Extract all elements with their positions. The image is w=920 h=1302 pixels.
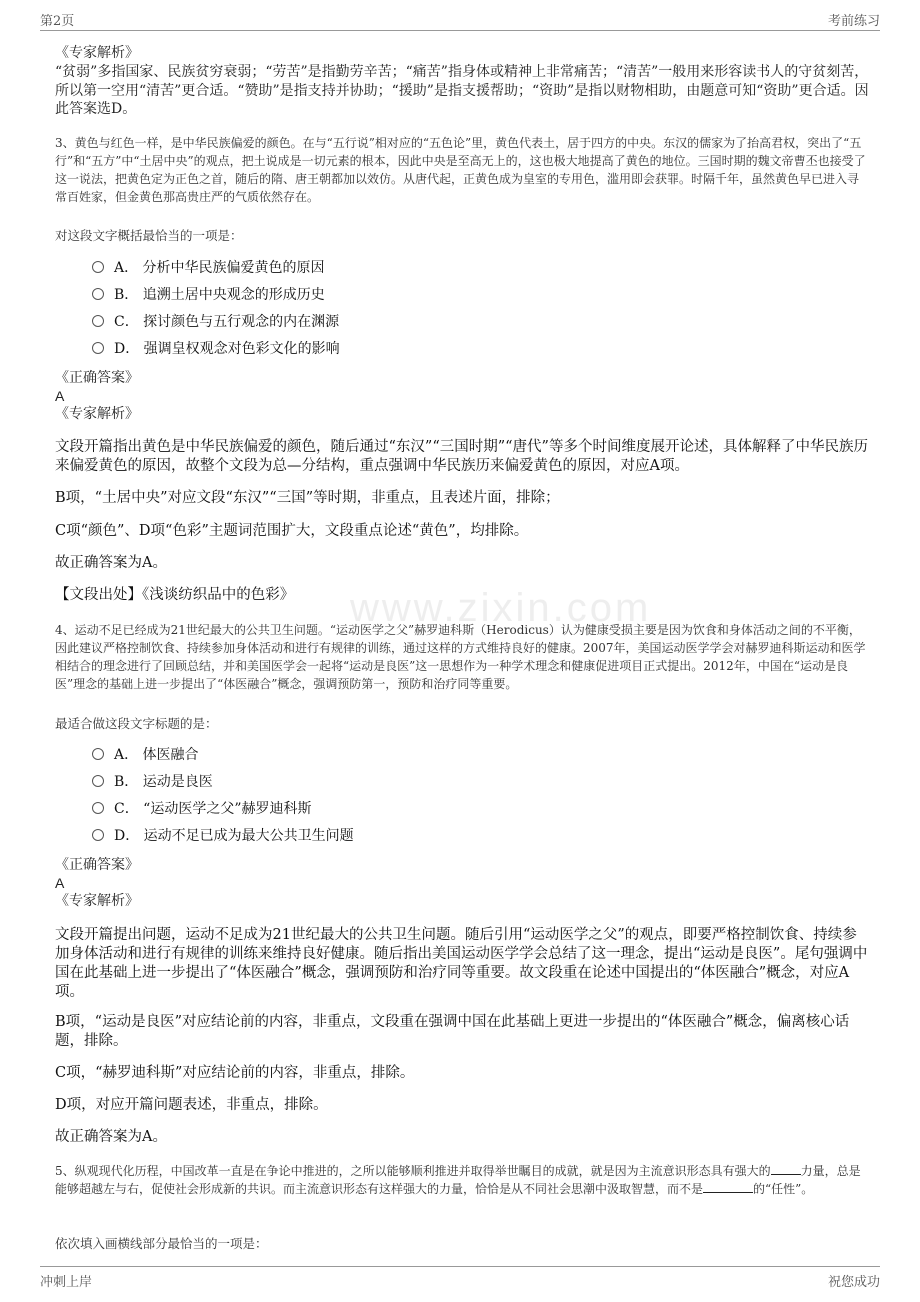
q3-analysis-label: 《专家解析》 [55, 406, 139, 422]
q3-analysis-p3: C项“颜色”、D项“色彩”主题词范围扩大，文段重点论述“黄色”，均排除。 [55, 523, 529, 539]
radio-icon[interactable] [92, 288, 104, 300]
radio-icon[interactable] [92, 802, 104, 814]
q4-option-a[interactable]: A． 体医融合 [92, 745, 199, 765]
q4-analysis-label: 《专家解析》 [55, 893, 139, 909]
q3-option-a[interactable]: A． 分析中华民族偏爱黄色的原因 [92, 258, 325, 278]
footer-left-text: 冲刺上岸 [40, 1275, 93, 1290]
q4-analysis-p5: 故正确答案为A。 [55, 1129, 167, 1145]
q4-answer: A [55, 875, 65, 891]
radio-icon[interactable] [92, 748, 104, 760]
header-divider [40, 30, 880, 31]
footer-divider [40, 1266, 880, 1267]
page-number: 第2页 [40, 14, 75, 29]
radio-icon[interactable] [92, 775, 104, 787]
radio-icon[interactable] [92, 315, 104, 327]
q2-analysis-label: 《专家解析》 [55, 45, 139, 61]
q2-analysis-text: “贫弱”多指国家、民族贫穷衰弱；“劳苦”是指勤劳辛苦；“痛苦”指身体或精神上非常痛苦；“清苦”一般用来形容读书人的守贫刻苦，所以第一空用“清苦”更合适。“赞助”是指支持并协助；“援助”是指支援帮助；“资助”是指以财物相助，由题意可知“资助”更合适。因此答案选D。 [55, 64, 869, 117]
radio-icon[interactable] [92, 261, 104, 273]
q3-stem: 3、黄色与红色一样，是中华民族偏爱的颜色。在与“五行说”相对应的“五色论”里，黄色代表土，居于四方的中央。东汉的儒家为了抬高君权，突出了“五行”和“五方”中“土居中央”的观点，把土说成是一切元素的根本，因此中央是至高无上的，这也极大地提高了黄色的地位。三国时期的魏文帝曹丕也接受了这一说法，把黄色定为正色之首，随后的隋、唐王朝都加以效仿。从唐代起，正黄色成为皇室的专用色，滥用即会获罪。时隔千年，虽然黄色早已进入寻常百姓家，但金黄色那高贵庄严的气质依然存在。 [55, 136, 866, 204]
q3-analysis-p4: 故正确答案为A。 [55, 555, 167, 571]
q4-analysis-p3: C项，“赫罗迪科斯”对应结论前的内容，非重点，排除。 [55, 1065, 415, 1081]
q4-answer-label: 《正确答案》 [55, 857, 139, 873]
q3-analysis-p2: B项，“土居中央”对应文段“东汉”“三国”等时期，非重点，且表述片面，排除； [55, 490, 560, 506]
watermark: www.zixin.com [350, 586, 652, 630]
q5-prompt: 依次填入画横线部分最恰当的一项是： [55, 1236, 268, 1251]
blank-2[interactable] [703, 1192, 753, 1193]
radio-icon[interactable] [92, 342, 104, 354]
q4-option-b[interactable]: B． 运动是良医 [92, 772, 213, 792]
q3-answer: A [55, 388, 65, 404]
q4-prompt: 最适合做这段文字标题的是： [55, 716, 218, 731]
radio-icon[interactable] [92, 829, 104, 841]
q5-stem: 5、纵观现代化历程，中国改革一直是在争论中推进的，之所以能够顺利推进并取得举世瞩目的成就，就是因为主流意识形态具有强大的 力量，总是能够超越左与右，促使社会形成新的共识。而主流意识形态有这样强大的力量，恰恰是从不同社会思潮中汲取智慧，而不是 的“任性”。 [55, 1164, 861, 1196]
q4-option-c[interactable]: C． “运动医学之父”赫罗迪科斯 [92, 799, 311, 819]
q4-stem: 4、运动不足已经成为21世纪最大的公共卫生问题。“运动医学之父”赫罗迪科斯（Herodicus）认为健康受损主要是因为饮食和身体活动之间的不平衡，因此建议严格控制饮食、持续参加身体活动和进行有规律的训练，通过这样的方式维持良好的健康。2007年，美国运动医学学会对赫罗迪科斯运动和医学相结合的理念进行了回顾总结，并和美国医学会一起将“运动是良医”这一思想作为一种学术理念和健康促进项目正式提出。2012年，中国在“运动是良医”理念的基础上进一步提出了“体医融合”概念，强调预防第一，预防和治疗同等重要。 [55, 623, 866, 691]
q3-analysis-p1: 文段开篇指出黄色是中华民族偏爱的颜色，随后通过“东汉”“三国时期”“唐代”等多个时间维度展开论述，具体解释了中华民族历来偏爱黄色的原因，故整个文段为总—分结构，重点强调中华民族历来偏爱黄色的原因，对应A项。 [55, 439, 868, 474]
blank-1[interactable] [771, 1174, 801, 1175]
q3-answer-label: 《正确答案》 [55, 370, 139, 386]
q4-analysis-p4: D项，对应开篇问题表述，非重点，排除。 [55, 1097, 328, 1113]
q4-analysis-p2: B项，“运动是良医”对应结论前的内容，非重点，文段重在强调中国在此基础上更进一步提出的“体医融合”概念，偏离核心话题，排除。 [55, 1014, 850, 1049]
q3-option-c[interactable]: C． 探讨颜色与五行观念的内在渊源 [92, 312, 339, 332]
page-footer [40, 1271, 880, 1291]
q3-option-b[interactable]: B． 追溯土居中央观念的形成历史 [92, 285, 325, 305]
q4-option-d[interactable]: D． 运动不足已成为最大公共卫生问题 [92, 826, 354, 846]
q3-option-d[interactable]: D． 强调皇权观念对色彩文化的影响 [92, 339, 340, 359]
q3-source: 【文段出处】《浅谈纺织品中的色彩》 [55, 587, 295, 603]
q3-prompt: 对这段文字概括最恰当的一项是： [55, 228, 243, 243]
header-title: 考前练习 [827, 14, 880, 29]
q4-analysis-p1: 文段开篇提出问题，运动不足成为21世纪最大的公共卫生问题。随后引用“运动医学之父”的观点，即要严格控制饮食、持续参加身体活动和进行有规律的训练来维持良好健康。随后指出美国运动医学学会总结了这一理念，提出“运动是良医”。尾句强调中国在此基础上进一步提出了“体医融合”概念，强调预防和治疗同等重要。故文段重在论述中国提出的“体医融合”概念，对应A项。 [55, 927, 868, 1000]
footer-right-text: 祝您成功 [827, 1275, 880, 1290]
page-header [40, 10, 880, 30]
